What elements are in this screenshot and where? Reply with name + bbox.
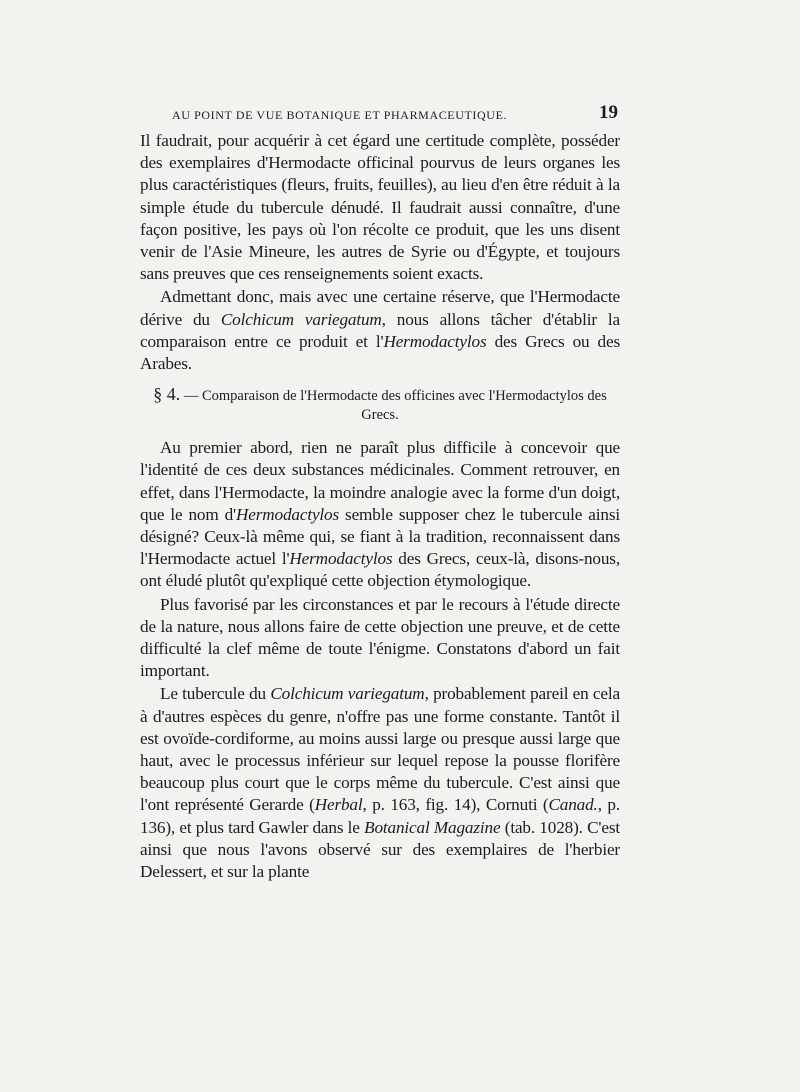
text-run: Au premier abord, rien ne paraît plus difficile à concevoir que l'identité de ces deux substances médicinales. Comment retrouver, en effet, dans l'Hermodacte, la moindre analogie avec la forme d'un doigt, que le nom d' (140, 438, 620, 524)
italic-species-name: Colchicum variegatum (220, 309, 382, 329)
paragraph-2 (140, 286, 620, 375)
text-run: , p. 136), et plus tard Gawler dans le (140, 795, 620, 837)
text-run: (tab. 1028). C'est ainsi que nous l'avons observé sur des exemplaires de l'herbier Delessert, et sur la plante (140, 817, 621, 882)
section-heading (140, 385, 620, 425)
italic-species-name: Colchicum variegatum (270, 684, 425, 704)
text-run: des Grecs ou des Arabes. (140, 331, 621, 374)
italic-term: Hermodactylos (383, 331, 487, 351)
italic-citation: Botanical Magazine (364, 817, 501, 837)
text-run: , nous allons tâcher d'établir la comparaison entre ce produit et l' (140, 309, 620, 351)
paragraph-5 (140, 683, 620, 883)
text-run: des Grecs, ceux-là, disons-nous, ont éludé plutôt qu'expliqué cette objection étymologique. (140, 549, 620, 591)
paragraph-1: Il faudrait, pour acquérir à cet égard une certitude complète, posséder des exemplaires d'Hermodacte officinal pourvus de leurs organes les plus caractéristiques (fleurs, fruits, feuilles), au lieu d'en être réduit à la simple étude du tubercule dénudé. Il faudrait aussi connaître, d'une façon positive, les pays où l'on récolte ce produit, que les uns disent venir de l'Asie Mineure, les autres de Syrie ou d'Égypte, et toujours sans preuves que ces renseignements soient exacts. (140, 131, 620, 284)
section-number: § 4. (153, 384, 181, 405)
text-run: , probablement pareil en cela à d'autres espèces du genre, n'offre pas une forme constante. Tantôt il est ovoïde-cordiforme, au moins aussi large ou presque aussi large que haut, avec le processus inférieur sur lequel repose la pousse florifère beaucoup plus court que le corps même du tubercule. C'est ainsi que l'ont représenté Gerarde ( (140, 684, 620, 815)
section-title: Comparaison de l'Hermodacte des officines avec l'Hermodactylos des Grecs. (201, 388, 607, 424)
running-head (140, 100, 620, 130)
text-run: semble supposer chez le tubercule ainsi désigné? Ceux-là même qui, se fiant à la tradition, reconnaissent dans l'Hermodacte actuel l' (140, 504, 620, 569)
text-run: Le tubercule du (160, 684, 271, 704)
italic-citation: Canad. (548, 795, 598, 815)
paragraph-3 (140, 437, 620, 592)
text-run: , p. 163, fig. 14), Cornuti ( (362, 795, 549, 815)
book-page (140, 100, 620, 883)
running-title: AU POINT DE VUE BOTANIQUE ET PHARMACEUTIQUE. (172, 108, 508, 122)
text-run: Admettant donc, mais avec une certaine réserve, que l'Hermodacte dérive du (140, 287, 620, 329)
paragraph-4: Plus favorisé par les circonstances et par le recours à l'étude directe de la nature, nous allons faire de cette objection une preuve, et de cette difficulté la clef même de toute l'énigme. Constatons d'abord un fait important. (140, 594, 620, 681)
page-number: 19 (599, 102, 618, 123)
italic-citation: Herbal (314, 795, 363, 815)
section-dash: — (180, 388, 202, 405)
italic-term: Hermodactylos (289, 549, 393, 569)
italic-term: Hermodactylos (235, 504, 340, 524)
